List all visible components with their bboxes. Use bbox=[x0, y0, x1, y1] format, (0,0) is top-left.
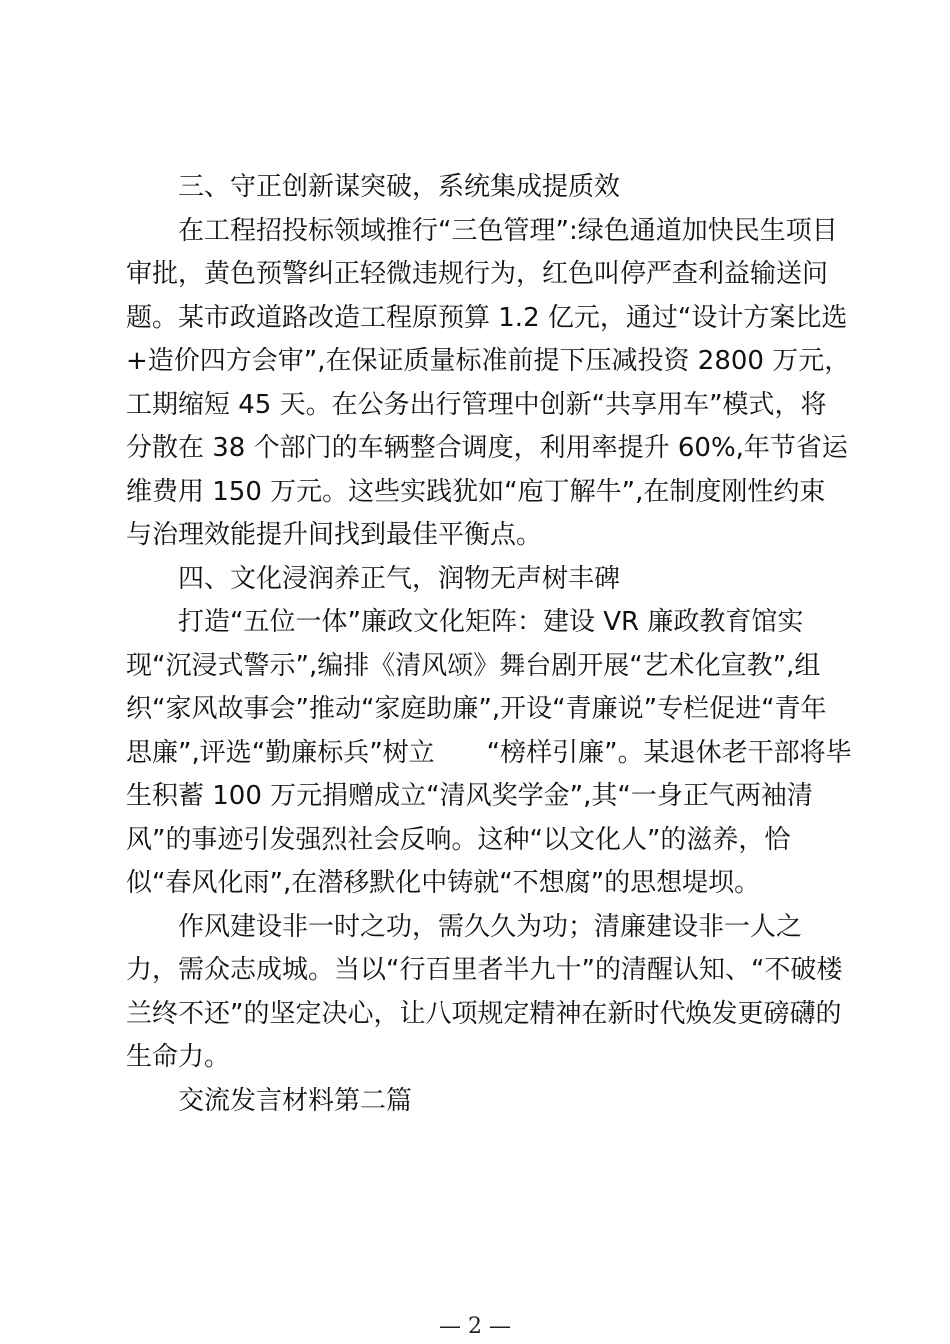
next-article-heading bbox=[126, 1080, 830, 1124]
text-line: 四、文化浸润养正气，润物无声树丰碑 bbox=[178, 563, 621, 594]
text-line: 兰终不还”的坚定决心，让八项规定精神在新时代焕发更磅礴的 bbox=[126, 998, 842, 1029]
text-line: 似“春风化雨”,在潜移默化中铸就“不想腐”的思想堤坝。 bbox=[126, 868, 761, 898]
text-line: 交流发言材料第二篇 bbox=[178, 1085, 413, 1116]
paragraph-section-3 bbox=[126, 210, 851, 558]
text-line: 分散在 38 个部门的车辆整合调度，利用率提升 60%,年节省运 bbox=[126, 433, 848, 463]
text-line: 题。某市政道路改造工程原预算 1.2 亿元，通过“设计方案比选 bbox=[126, 302, 848, 333]
text-line: 生积蓄 100 万元捐赠成立“清风奖学金”,其“一身正气两袖清 bbox=[126, 781, 813, 811]
paragraph-conclusion bbox=[126, 906, 843, 1080]
paragraph-section-4 bbox=[126, 601, 852, 906]
text-line: 三、守正创新谋突破，系统集成提质效 bbox=[178, 172, 621, 202]
section-heading-4 bbox=[126, 558, 830, 602]
text-line: 作风建设非一时之功，需久久为功；清廉建设非一人之 bbox=[178, 911, 803, 942]
text-line: 力，需众志成城。当以“行百里者半九十”的清醒认知、“不破楼 bbox=[126, 955, 843, 985]
text-line: 风”的事迹引发强烈社会反响。这种“以文化人”的滋养，恰 bbox=[126, 824, 791, 855]
text-line: 织“家风故事会”推动“家庭助廉”,开设“青廉说”专栏促进“青年 bbox=[126, 694, 827, 724]
text-line: +造价四方会审”,在保证质量标准前提下压减投资 2800 万元， bbox=[126, 346, 851, 376]
text-line: 打造“五位一体”廉政文化矩阵：建设 VR 廉政教育馆实 bbox=[178, 607, 804, 637]
text-line: 与治理效能提升间找到最佳平衡点。 bbox=[126, 520, 543, 550]
text-line: 思廉”,评选“勤廉标兵”树立 “榜样引廉”。某退休老干部将毕 bbox=[126, 737, 852, 768]
text-line: 工期缩短 45 天。在公务出行管理中创新“共享用车”模式，将 bbox=[126, 389, 827, 420]
text-line: 维费用 150 万元。这些实践犹如“庖丁解牛”,在制度刚性约束 bbox=[126, 476, 826, 507]
text-line: 审批，黄色预警纠正轻微违规行为，红色叫停严查利益输送问 bbox=[126, 259, 829, 289]
text-line: 在工程招投标领域推行“三色管理”:绿色通道加快民生项目 bbox=[178, 215, 838, 246]
page-number: — 2 — bbox=[439, 1314, 511, 1339]
text-line: 生命力。 bbox=[126, 1042, 231, 1072]
text-line: 现“沉浸式警示”,编排《清风颂》舞台剧开展“艺术化宣教”,组 bbox=[126, 650, 821, 681]
section-heading-3 bbox=[126, 166, 830, 210]
document-body bbox=[126, 166, 852, 1123]
